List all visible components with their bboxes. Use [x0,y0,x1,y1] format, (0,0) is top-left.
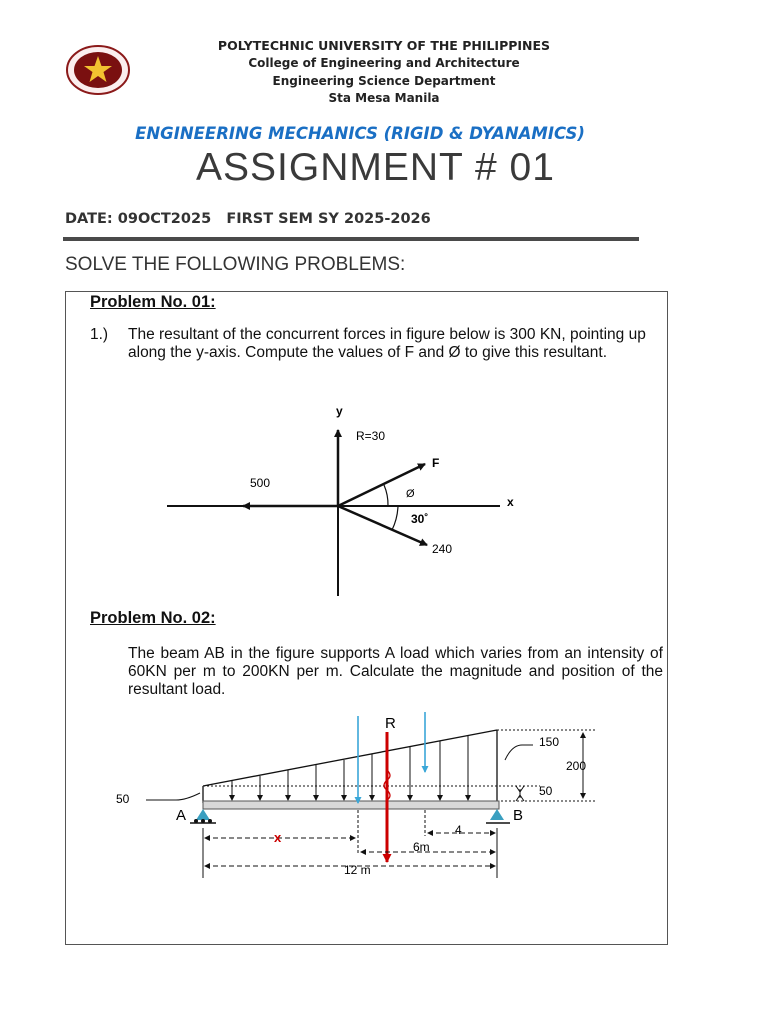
leader-50-left [146,793,200,800]
support-a-label: A [176,807,187,824]
location: Sta Mesa Manila [328,91,440,105]
university-name: POLYTECHNIC UNIVERSITY OF THE PHILIPPINES [217,38,551,53]
label-200: 200 [566,759,587,773]
problem1-number: 1.) [90,326,109,343]
problem2-text: The beam AB in the figure supports A load which varies from an intensity of 60KN per m to 200KN per m. Calculate the magnitude and position of the resultant load. [128,645,663,698]
problem1-title: Problem No. 01: [90,293,216,311]
problem1-text: The resultant of the concurrent forces in figure below is 300 KN, pointing up along the y-axis. Compute the values of F and Ø to give this resultant. [128,326,646,361]
dim-4-label: 4 [455,823,462,837]
label-150: 150 [539,735,560,749]
angle-phi-label: Ø [406,488,415,500]
resultant-r-label: R [385,715,396,732]
force-240-label: 240 [432,542,453,556]
support-b [486,809,510,823]
label-50-right: 50 [539,784,553,798]
left-load-label: 50 [116,792,130,806]
support-a [190,809,216,823]
support-b-label: B [513,807,524,824]
x-axis-label: x [507,495,514,509]
y-axis-label: y [336,404,343,418]
resultant-label: R=30 [356,429,386,443]
instruction: SOLVE THE FOLLOWING PROBLEMS: [65,254,406,275]
angle-30-label: 30˚ [411,512,429,526]
problem2-title: Problem No. 02: [90,609,216,627]
college-name: College of Engineering and Architecture [248,56,520,70]
load-top-line [203,730,497,786]
force-f-label: F [432,456,440,470]
course-title: ENGINEERING MECHANICS (RIGID & DYANAMICS) [135,124,585,143]
dim-6m-label: 6m [413,840,430,854]
dim-x-label: x [274,830,282,845]
force-500-label: 500 [250,476,271,490]
department-name: Engineering Science Department [272,74,496,88]
assignment-title: ASSIGNMENT # 01 [196,146,555,189]
date-line: DATE: 09OCT2025 FIRST SEM SY 2025-2026 [65,211,431,227]
dim-12m-label: 12 m [344,863,371,877]
beam [203,801,499,809]
leader-150 [505,745,533,760]
